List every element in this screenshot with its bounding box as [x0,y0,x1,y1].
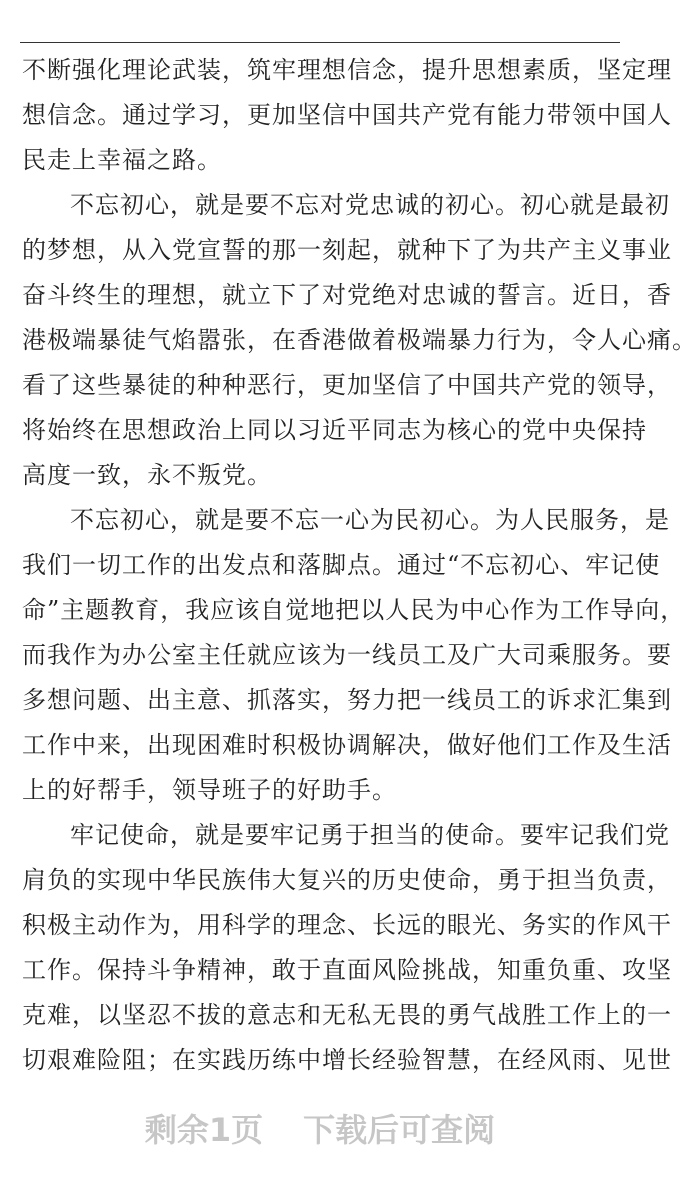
text-line: 上的好帮手，领导班子的好助手。 [22,776,397,804]
text-line: 港极端暴徒气焰嚣张，在香港做着极端暴力行为，令人心痛。 [22,326,697,354]
document-body [22,48,697,1083]
text-line: 的梦想，从入党宣誓的那一刻起，就种下了为共产主义事业 [22,236,672,264]
text-line: 克难，以坚忍不拔的意志和无私无畏的勇气战胜工作上的一 [22,1001,672,1029]
text-line: 工作中来，出现困难时积极协调解决，做好他们工作及生活 [22,731,672,759]
text-line: 命”主题教育，我应该自觉地把以人民为中心作为工作导向， [22,596,686,624]
text-line: 牢记使命，就是要牢记勇于担当的使命。要牢记我们党 [70,821,670,849]
text-line: 想信念。通过学习，更加坚信中国共产党有能力带领中国人 [22,101,672,129]
text-line: 不断强化理论武装，筑牢理想信念，提升思想素质，坚定理 [22,56,672,84]
text-line: 我们一切工作的出发点和落脚点。通过“不忘初心、牢记使 [22,551,661,579]
text-line: 奋斗终生的理想，就立下了对党绝对忠诚的誓言。近日，香 [22,281,672,309]
text-line: 多想问题、出主意、抓落实，努力把一线员工的诉求汇集到 [22,686,672,714]
text-line: 不忘初心，就是要不忘一心为民初心。为人民服务，是 [70,506,670,534]
text-line: 将始终在思想政治上同以习近平同志为核心的党中央保持 [22,416,647,444]
text-line: 而我作为办公室主任就应该为一线员工及广大司乘服务。要 [22,641,672,669]
remaining-pages-label: 剩余1页 [144,1111,264,1149]
text-line: 肩负的实现中华民族伟大复兴的历史使命，勇于担当负责， [22,866,672,894]
text-line: 工作。保持斗争精神，敢于直面风险挑战，知重负重、攻坚 [22,956,672,984]
text-line: 积极主动作为，用科学的理念、长远的眼光、务实的作风干 [22,911,672,939]
header-rule [20,42,620,43]
text-line: 高度一致，永不叛党。 [22,461,272,489]
text-line: 不忘初心，就是要不忘对党忠诚的初心。初心就是最初 [70,191,670,219]
text-line: 民走上幸福之路。 [22,146,222,174]
download-to-view-label: 下载后可查阅 [303,1111,496,1149]
download-prompt[interactable] [0,1105,640,1151]
text-line: 切艰难险阻；在实践历练中增长经验智慧，在经风雨、见世 [22,1046,672,1074]
text-line: 看了这些暴徒的种种恶行，更加坚信了中国共产党的领导， [22,371,672,399]
